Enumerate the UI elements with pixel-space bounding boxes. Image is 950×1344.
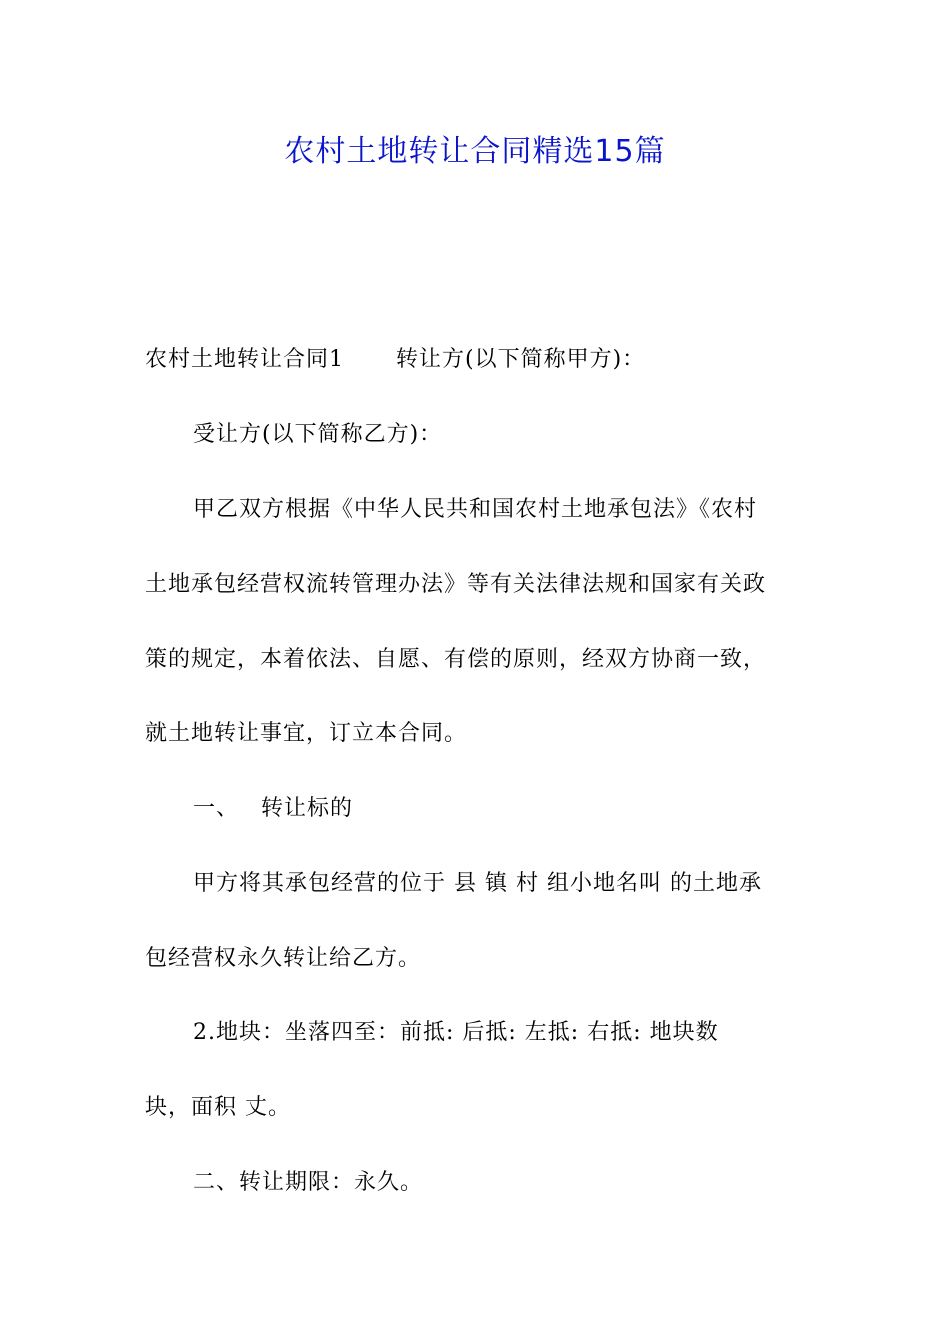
document-title: 农村土地转让合同精选15篇	[284, 134, 666, 169]
contract-number: 农村土地转让合同1	[145, 347, 344, 372]
section-heading-one	[193, 794, 863, 824]
paragraph-line: 策的规定，本着依法、自愿、有偿的原则，经双方协商一致，	[145, 647, 767, 672]
section-heading-two: 二、转让期限：永久。	[193, 1170, 424, 1195]
paragraph-line: 块，面积 丈。	[145, 1095, 291, 1120]
transferee-label: 受让方(以下简称乙方)：	[193, 422, 443, 447]
paragraph-line: 甲方将其承包经营的位于 县 镇 村 组小地名叫 的土地承	[193, 871, 762, 896]
contract-heading-line	[145, 345, 815, 375]
section-number: 一、	[193, 796, 240, 821]
paragraph-line: 就土地转让事宜，订立本合同。	[145, 721, 468, 746]
paragraph-line: 包经营权永久转让给乙方。	[145, 946, 422, 971]
section-label: 转让标的	[261, 796, 354, 821]
paragraph-line: 甲乙双方根据《中华人民共和国农村土地承包法》《农村	[193, 497, 758, 522]
transferor-label: 转让方(以下简称甲方)：	[396, 347, 646, 372]
paragraph-line: 2.地块：坐落四至：前抵: 后抵: 左抵: 右抵: 地块数	[193, 1020, 719, 1045]
paragraph-line: 土地承包经营权流转管理办法》等有关法律法规和国家有关政	[145, 572, 767, 597]
